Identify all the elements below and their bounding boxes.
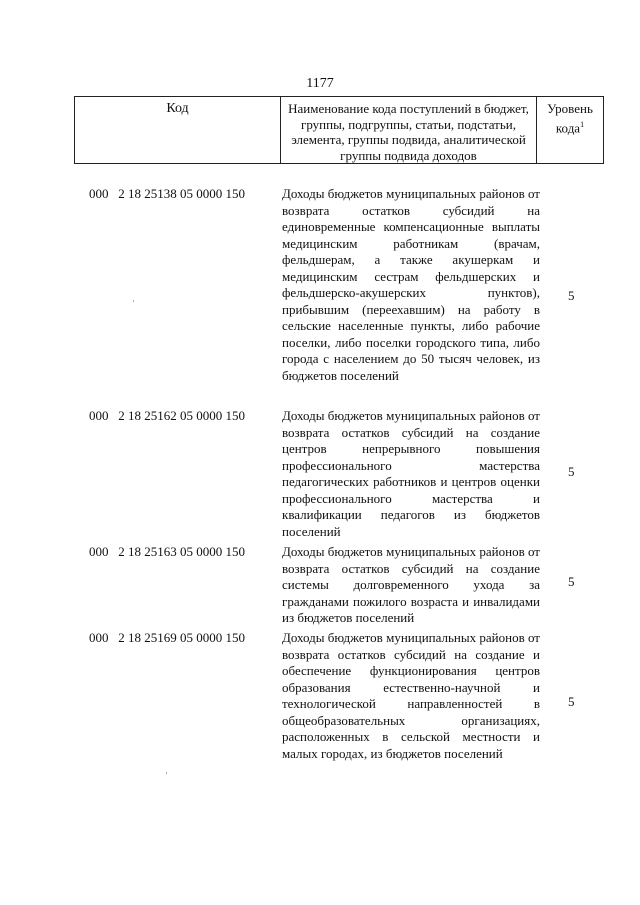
- row-description: Доходы бюджетов муниципальных районов от возврата остатков субсидий на создание и обеспечение функционирования центров образования естественно-научной и технологической направленностей в общеобразовательных организациях, расположенных в сельской местности и малых городах, из бюджетов поселений: [282, 630, 540, 761]
- row-level: 5: [568, 288, 575, 303]
- table-row: [0, 408, 640, 544]
- header-level-label: Уровень кода: [547, 101, 593, 135]
- row-level: 5: [568, 694, 575, 709]
- row-description: Доходы бюджетов муниципальных районов от возврата остатков субсидий на единовременные компенсационные выплаты медицинским работникам (врачам, фельдшерам, а также акушеркам и медицинским сестрам фельдшерских и фельдшерско-акушерских пунктов), прибывшим (переехавшим) на работу в сельские населенные пункты, либо рабочие поселки, либо поселки городского типа, либо города с населением до 50 тысяч человек, из бюджетов поселений: [282, 186, 540, 383]
- header-level: [537, 97, 603, 163]
- footnote-mark: 1: [580, 119, 585, 129]
- row-description: Доходы бюджетов муниципальных районов от возврата остатков субсидий на создание центров непрерывного повышения профессионального мастерства педагогических работников и центров оценки профессионального мастерства и квалификации педагогов из бюджетов поселений: [282, 408, 540, 539]
- row-code: 000 2 18 25138 05 0000 150: [89, 186, 245, 201]
- row-level: 5: [568, 574, 575, 589]
- table-row: [0, 186, 640, 408]
- table-header: [74, 96, 604, 164]
- row-description: Доходы бюджетов муниципальных районов от возврата остатков субсидий на создание системы долговременного ухода за гражданами пожилого возраста и инвалидами из бюджетов поселений: [282, 544, 540, 625]
- row-code: 000 2 18 25163 05 0000 150: [89, 544, 245, 559]
- row-level: 5: [568, 464, 575, 479]
- header-name: Наименование кода поступлений в бюджет, группы, подгруппы, статьи, подстатьи, элемента, группы подвида, аналитической группы подвида доходов: [281, 97, 537, 163]
- header-code: Код: [75, 97, 281, 163]
- row-code: 000 2 18 25162 05 0000 150: [89, 408, 245, 423]
- scan-speck: [166, 772, 167, 774]
- table-row: [0, 630, 640, 780]
- scan-speck: [133, 300, 134, 302]
- row-code: 000 2 18 25169 05 0000 150: [89, 630, 245, 645]
- page-number: 1177: [306, 76, 334, 91]
- table-body: [0, 186, 640, 780]
- table-row: [0, 544, 640, 630]
